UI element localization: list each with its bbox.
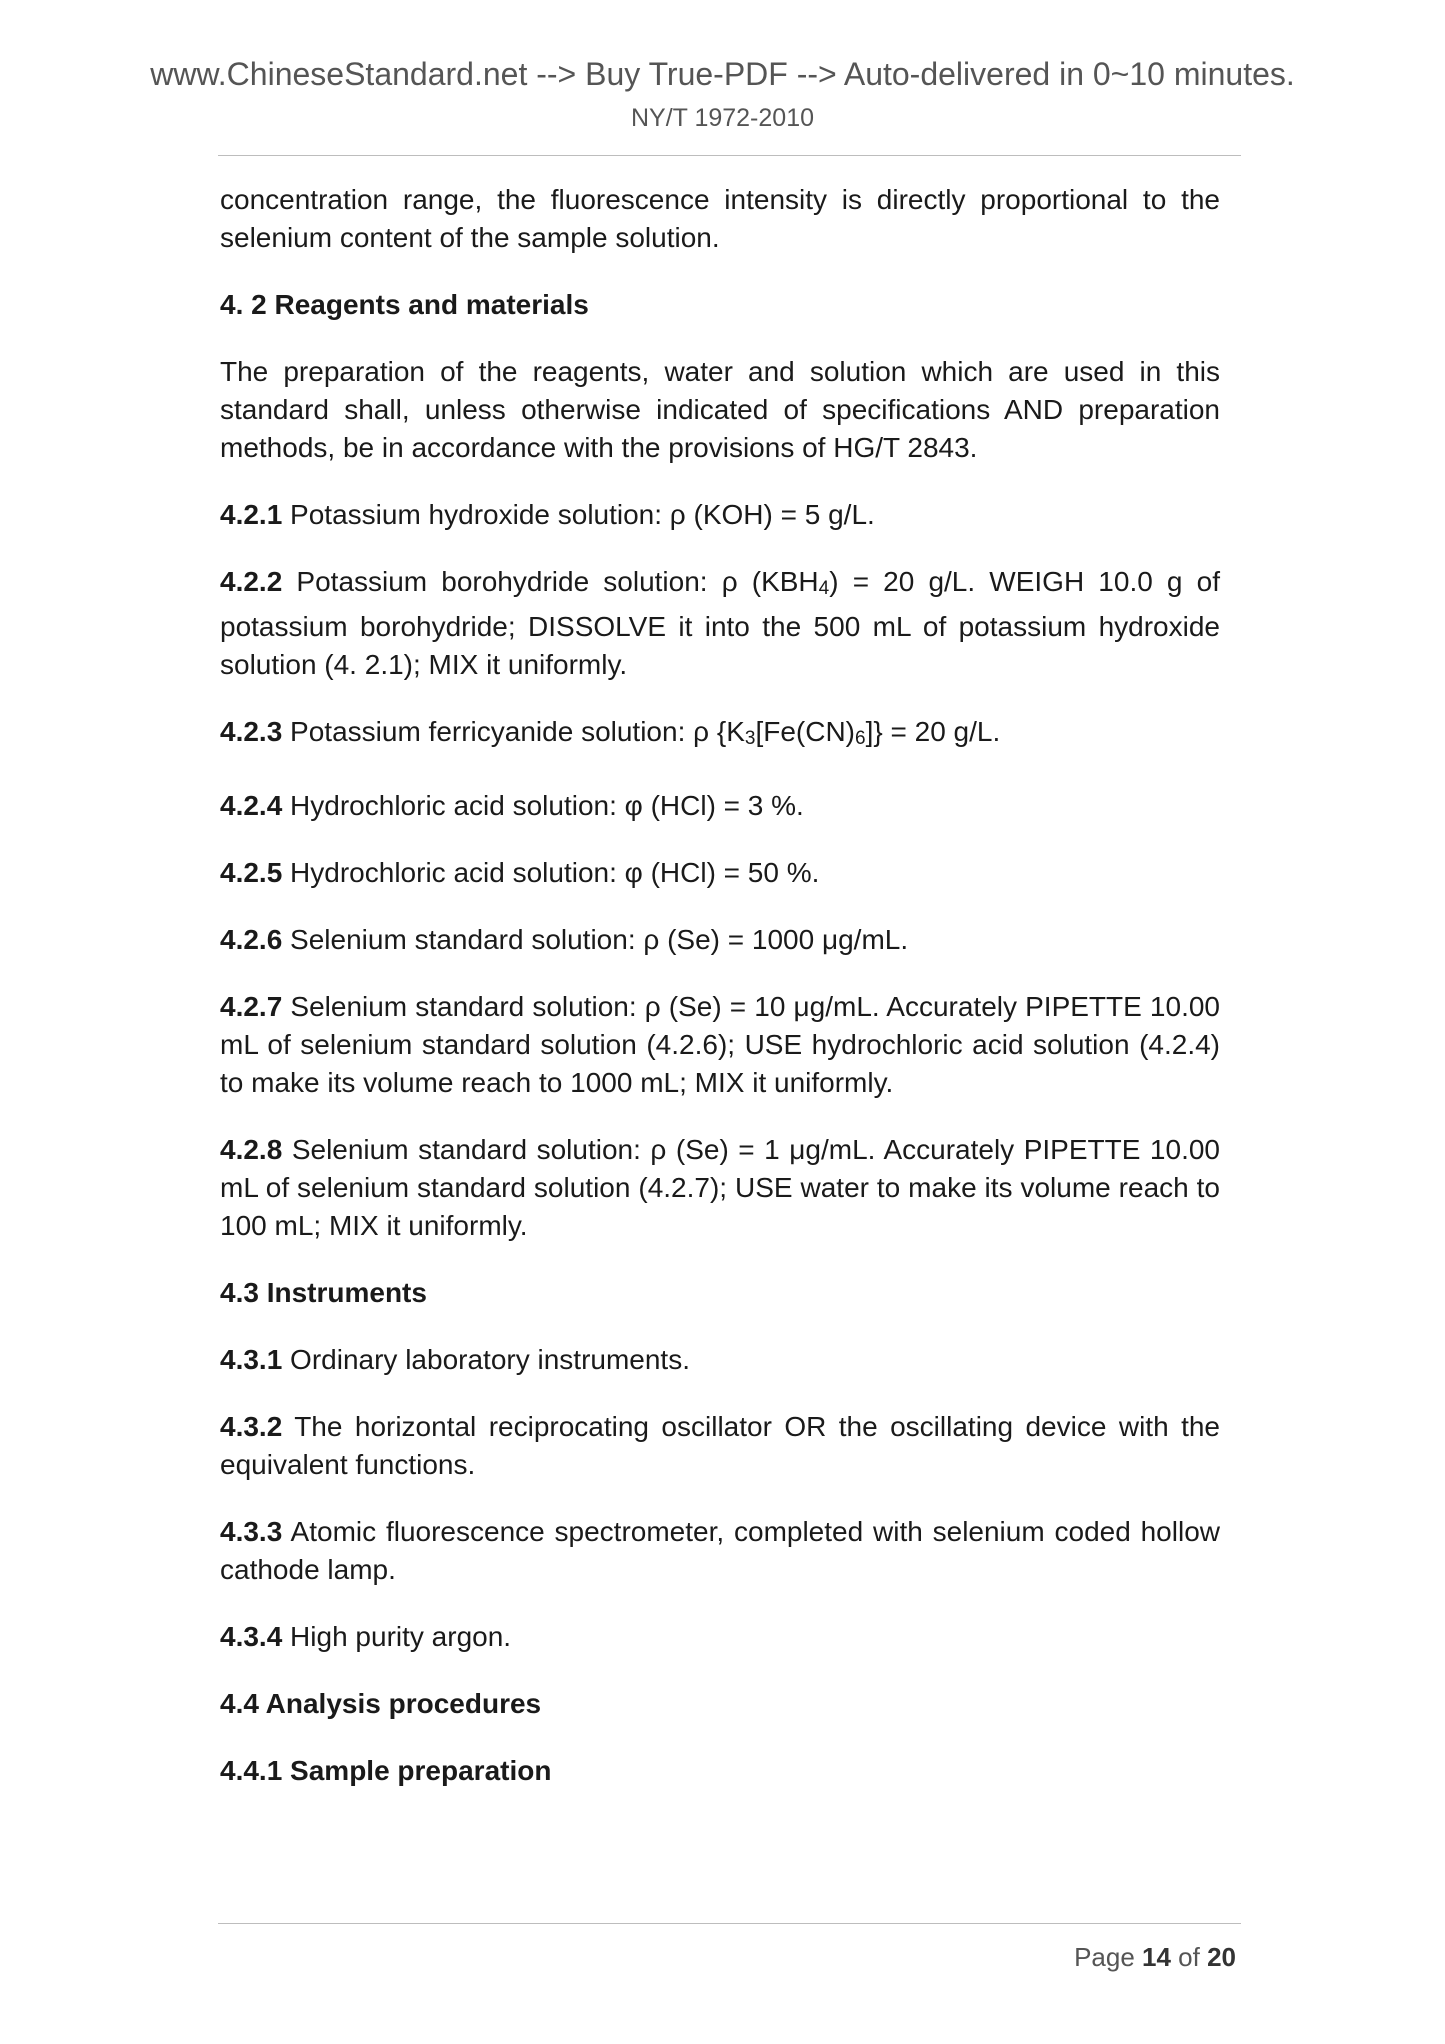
clause-4-3-2 <box>220 1408 1220 1484</box>
subscript: 3 <box>744 728 756 749</box>
clause-text: Potassium ferricyanide solution: ρ {K <box>282 716 745 747</box>
header-divider <box>218 155 1241 156</box>
subscript: 4 <box>818 578 830 599</box>
section-4-4-heading: 4.4 Analysis procedures <box>220 1688 542 1719</box>
clause-4-2-6 <box>220 921 1220 959</box>
page-content <box>220 181 1220 1819</box>
clause-number: 4.3.3 <box>220 1516 283 1547</box>
clause-text: High purity argon. <box>282 1621 512 1652</box>
clause-4-2-5 <box>220 854 1220 892</box>
section-4-3-heading: 4.3 Instruments <box>220 1277 427 1308</box>
clause-number: 4.2.7 <box>220 991 283 1022</box>
clause-text: The horizontal reciprocating oscillator OR the oscillating device with the equivalent functions. <box>220 1411 1220 1480</box>
clause-4-2-8 <box>220 1131 1220 1245</box>
document-code: NY/T 1972-2010 <box>631 104 814 132</box>
clause-text: Ordinary laboratory instruments. <box>282 1344 690 1375</box>
clause-text: Selenium standard solution: ρ (Se) = 1000 μg/mL. <box>282 924 909 955</box>
intro-paragraph: concentration range, the fluorescence intensity is directly proportional to the selenium content of the sample solution. <box>220 184 1220 253</box>
clause-number: 4.2.6 <box>220 924 283 955</box>
clause-text: ]} = 20 g/L. <box>865 716 1001 747</box>
clause-number: 4.2.5 <box>220 857 283 888</box>
clause-text: Hydrochloric acid solution: φ (HCl) = 3 %. <box>282 790 804 821</box>
clause-number: 4.2.1 <box>220 499 283 530</box>
clause-4-3-3 <box>220 1513 1220 1589</box>
clause-text: Selenium standard solution: ρ (Se) = 10 μg/mL. Accurately PIPETTE 10.00 mL of selenium standard solution (4.2.6); USE hydrochloric acid solution (4.2.4) to make its volume reach to 1000 mL; MIX it uniformly. <box>220 991 1220 1098</box>
clause-text: Potassium borohydride solution: ρ (KBH <box>282 566 819 597</box>
total-page-number: 20 <box>1207 1942 1236 1972</box>
section-4-4-1-heading: 4.4.1 Sample preparation <box>220 1755 552 1786</box>
current-page-number: 14 <box>1142 1942 1171 1972</box>
clause-text: Selenium standard solution: ρ (Se) = 1 μg/mL. Accurately PIPETTE 10.00 mL of selenium standard solution (4.2.7); USE water to make its volume reach to 100 mL; MIX it uniformly. <box>220 1134 1220 1241</box>
clause-text: Potassium hydroxide solution: ρ (KOH) = 5 g/L. <box>282 499 875 530</box>
clause-text: ) = 20 g/L. WEIGH 10.0 g of potassium borohydride; DISSOLVE it into the 500 mL of potassium hydroxide solution (4. 2.1); MIX it uniformly. <box>220 566 1220 680</box>
page-footer <box>1074 1944 1236 1970</box>
clause-text: Atomic fluorescence spectrometer, completed with selenium coded hollow cathode lamp. <box>220 1516 1220 1585</box>
clause-4-2-2 <box>220 563 1220 684</box>
clause-text: [Fe(CN) <box>755 716 855 747</box>
clause-4-2-1 <box>220 496 1220 534</box>
clause-number: 4.3.1 <box>220 1344 283 1375</box>
clause-4-2-3 <box>220 713 1220 758</box>
of-label: of <box>1170 1942 1208 1972</box>
clause-text: Hydrochloric acid solution: φ (HCl) = 50 %. <box>282 857 820 888</box>
site-banner: www.ChineseStandard.net --> Buy True-PDF --> Auto-delivered in 0~10 minutes. <box>150 56 1295 92</box>
clause-4-3-1 <box>220 1341 1220 1379</box>
clause-number: 4.2.8 <box>220 1134 283 1165</box>
subscript: 6 <box>855 728 866 749</box>
clause-4-3-4 <box>220 1618 1220 1656</box>
section-4-2-heading: 4. 2 Reagents and materials <box>220 289 589 320</box>
clause-number: 4.2.4 <box>220 790 283 821</box>
page-label: Page <box>1074 1942 1143 1972</box>
clause-number: 4.2.3 <box>220 716 283 747</box>
clause-4-2-7 <box>220 988 1220 1102</box>
section-4-2-paragraph: The preparation of the reagents, water and solution which are used in this standard shall, unless otherwise indicated of specifications AND preparation methods, be in accordance with the provisions of HG/T 2843. <box>220 356 1220 463</box>
clause-number: 4.3.2 <box>220 1411 283 1442</box>
clause-4-2-4 <box>220 787 1220 825</box>
footer-divider <box>218 1923 1241 1924</box>
clause-number: 4.2.2 <box>220 566 283 597</box>
clause-number: 4.3.4 <box>220 1621 283 1652</box>
